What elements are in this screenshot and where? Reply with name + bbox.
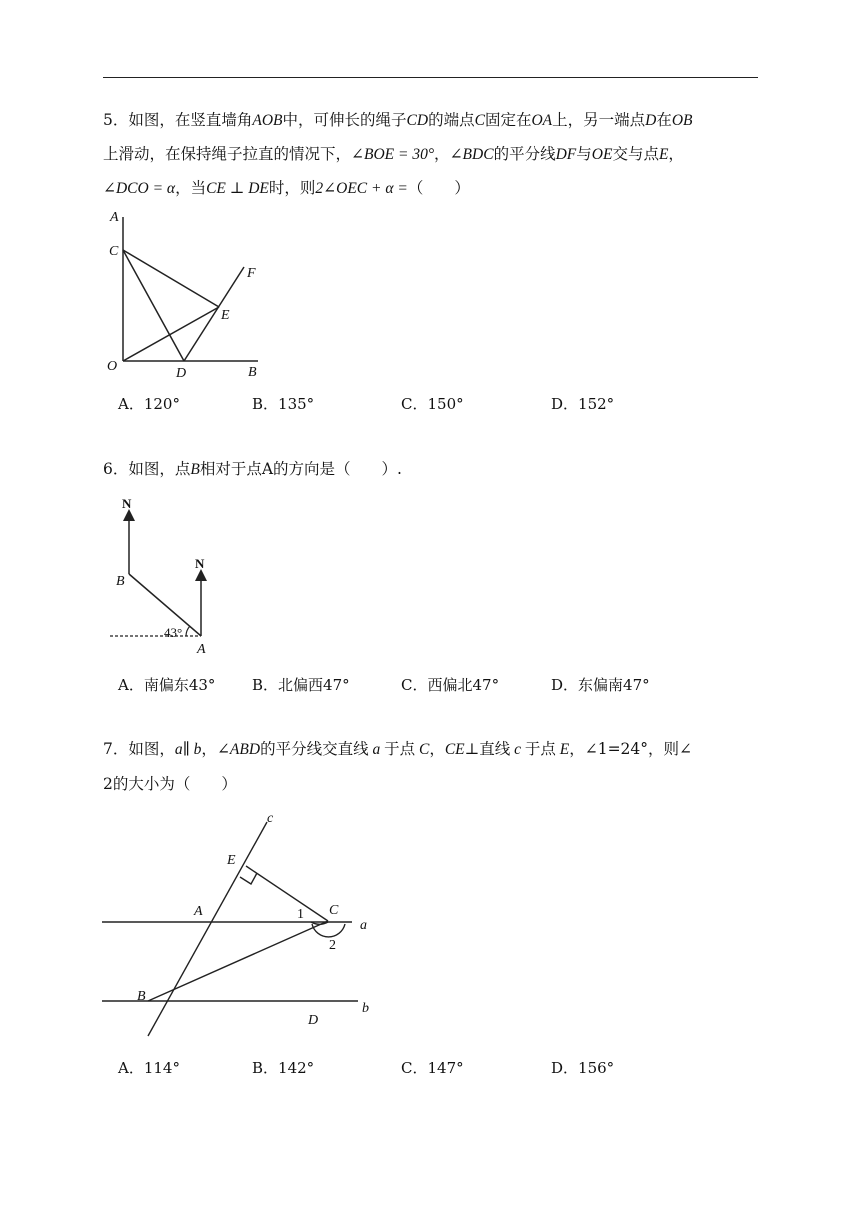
text-segment: ，当 xyxy=(175,179,207,197)
text-segment: 的端点 xyxy=(428,111,475,129)
math-variable: C xyxy=(474,112,485,129)
q7-label-a: a xyxy=(360,918,367,933)
text-segment: 上滑动，在保持绳子拉直的情况下， xyxy=(103,145,352,163)
math-variable: AOB xyxy=(252,112,283,129)
q6-label-N-right: N xyxy=(195,556,205,571)
math-variable: OA xyxy=(531,112,553,129)
q6-label-N-top: N xyxy=(122,496,132,511)
q7-option-d[interactable]: D．156° xyxy=(551,1059,615,1077)
q5-label-E: E xyxy=(221,308,230,323)
text-segment: 2的大小为（ ） xyxy=(103,775,237,793)
text-segment: 在 xyxy=(656,111,672,129)
math-variable: DF xyxy=(555,146,577,163)
header-rule xyxy=(103,77,758,78)
math-expression: ∠BOE = 30° xyxy=(351,146,435,163)
q5-option-d[interactable]: D．152° xyxy=(551,395,615,413)
text-segment: 的平分线交直线 xyxy=(260,740,369,758)
math-variable: E xyxy=(555,741,570,758)
text-segment: ， xyxy=(434,145,450,163)
q5-option-c[interactable]: C．150° xyxy=(401,395,464,413)
math-expression: ∠BDC xyxy=(449,146,494,163)
q5-label-O: O xyxy=(107,359,118,374)
text-segment: ， xyxy=(201,740,217,758)
q5-option-a[interactable]: A．120° xyxy=(118,395,180,413)
q7-option-a[interactable]: A．114° xyxy=(118,1059,180,1077)
text-segment: ， xyxy=(429,740,445,758)
q5-option-b[interactable]: B．135° xyxy=(252,395,315,413)
q6-label-angle: 43° xyxy=(164,625,183,640)
math-expression: 2∠OEC + α = xyxy=(315,180,408,197)
math-variable: CD xyxy=(406,112,429,129)
q6-option-a[interactable]: A．南偏东43° xyxy=(118,676,216,694)
math-expression: ∠DCO = α xyxy=(103,180,176,197)
text-segment: 上，另一端点 xyxy=(552,111,646,129)
text-segment: 时，则 xyxy=(268,179,316,197)
q7-angle-1: 1 xyxy=(297,907,304,922)
q7-angle-2: 2 xyxy=(329,938,336,953)
text-segment: 5．如图，在竖直墙角 xyxy=(103,111,253,129)
q6-label-B: B xyxy=(116,574,125,589)
q5-figure xyxy=(100,205,270,380)
q6-option-d[interactable]: D．东偏南47° xyxy=(551,676,650,694)
text-segment: 固定在 xyxy=(484,111,532,129)
question-6 xyxy=(103,459,763,480)
math-variable: D xyxy=(645,112,657,129)
math-variable: CE xyxy=(444,741,465,758)
math-variable: C xyxy=(415,741,430,758)
q6-option-c[interactable]: C．西偏北47° xyxy=(401,676,500,694)
q6-figure xyxy=(100,490,230,660)
q6-option-b[interactable]: B．北偏西47° xyxy=(252,676,350,694)
q7-label-C: C xyxy=(329,903,339,918)
math-expression: CE ⊥ DE xyxy=(206,180,269,197)
q7-option-b[interactable]: B．142° xyxy=(252,1059,315,1077)
text-segment: ， xyxy=(668,145,684,163)
text-segment: 于点 xyxy=(524,740,556,758)
q5-label-B: B xyxy=(248,365,257,380)
text-segment: 7．如图， xyxy=(103,740,175,758)
text-segment: （ ） xyxy=(407,179,470,197)
text-segment: 的平分线 xyxy=(493,145,556,163)
math-variable: c xyxy=(510,741,525,758)
text-segment: 交与点 xyxy=(612,145,659,163)
q7-label-c: c xyxy=(267,811,274,826)
math-variable: OE xyxy=(591,146,613,163)
q7-option-c[interactable]: C．147° xyxy=(401,1059,464,1077)
q7-figure xyxy=(100,808,385,1048)
q7-label-b: b xyxy=(362,1001,369,1016)
q5-label-F: F xyxy=(247,266,256,281)
q5-label-C: C xyxy=(109,244,119,259)
q6-line-1 xyxy=(103,459,763,480)
text-segment: 与 xyxy=(576,145,592,163)
q5-line-2 xyxy=(103,144,684,165)
text-segment: 6．如图，点 xyxy=(103,460,191,478)
math-variable: OB xyxy=(671,112,693,129)
text-segment: ⊥直线 xyxy=(464,740,511,758)
math-variable: E xyxy=(658,146,669,163)
q5-label-A: A xyxy=(110,210,119,225)
q7-line-1 xyxy=(103,739,692,760)
text-segment: 于点 xyxy=(384,740,416,758)
text-segment: 中，可伸长的绳子 xyxy=(282,111,407,129)
q5-line-1 xyxy=(103,110,693,131)
q7-label-A: A xyxy=(194,904,203,919)
math-variable: B xyxy=(190,461,200,478)
text-segment: ，∠1=24°，则∠ xyxy=(569,740,693,758)
q6-label-A: A xyxy=(197,642,206,657)
q5-line-3 xyxy=(103,178,470,199)
q7-label-D: D xyxy=(308,1013,319,1028)
math-variable: ∠ABD xyxy=(216,741,261,758)
q7-label-E: E xyxy=(227,853,236,868)
math-variable: a xyxy=(368,741,385,758)
q7-line-2 xyxy=(103,774,237,794)
text-segment: 相对于点A的方向是（ ）. xyxy=(199,460,402,478)
q7-label-B: B xyxy=(137,989,146,1004)
math-variable: a∥ b xyxy=(174,741,202,758)
q5-label-D: D xyxy=(176,366,187,380)
